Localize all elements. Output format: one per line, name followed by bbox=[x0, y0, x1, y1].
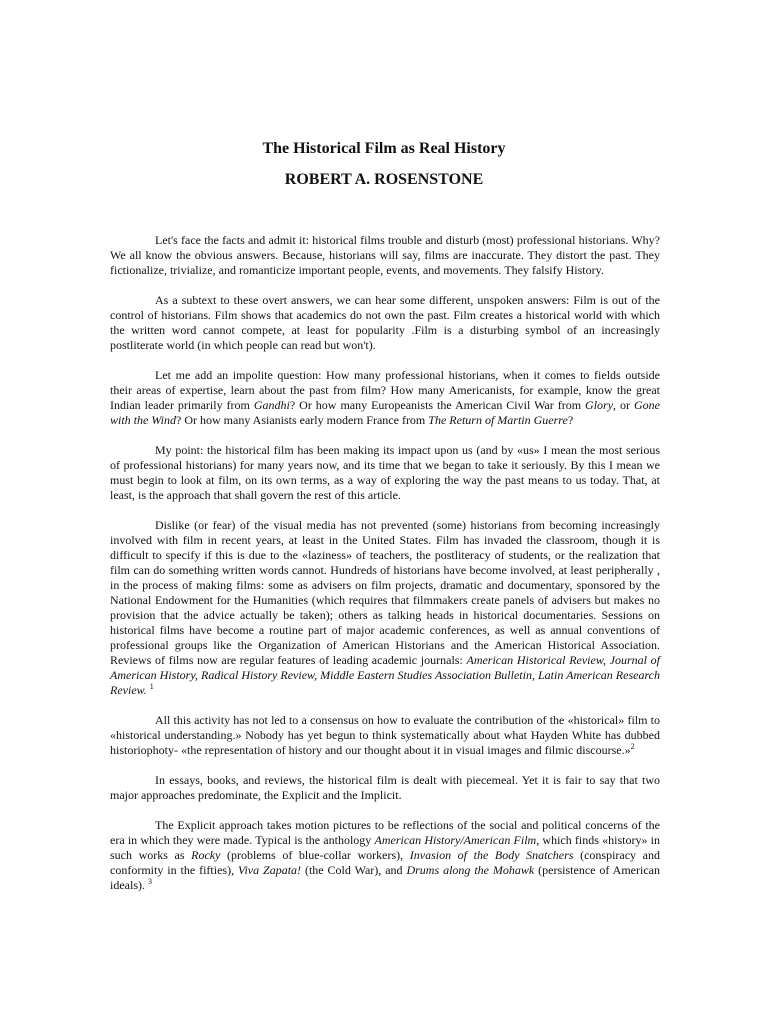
text-run: In essays, books, and reviews, the historical film is dealt with piecemeal. Yet it is fair to say that two major approaches predominate, the Explicit and the Implicit. bbox=[110, 773, 660, 802]
text-run: Let me add an impolite question: How many professional historians, when it comes to fields outside their areas of expertise, learn about the past from film? How many Americanists, for example, know the great Indian leader primarily from bbox=[110, 368, 660, 412]
text-run: (conspiracy and conformity in the fifties), bbox=[110, 848, 660, 877]
text-run: The Explicit approach takes motion pictures to be reflections of the social and political concerns of the era in which they were made. Typical is the anthology bbox=[110, 818, 660, 847]
paragraph bbox=[110, 443, 660, 503]
article-title: The Historical Film as Real History bbox=[262, 140, 506, 157]
text-run: ? Or how many Europeanists the American Civil War from bbox=[289, 398, 586, 412]
italic-title: Drums along the Mohawk bbox=[406, 863, 535, 877]
italic-title: American History/American Film bbox=[374, 833, 537, 847]
text-run: Dislike (or fear) of the visual media has not prevented (some) historians from becoming increasingly involved with film in recent years, at least in the United States. Film has invaded the classroom, though it is difficult to specify if this is due to the «laziness» of teachers, the postliteracy of students, or the realization that film can do something written words cannot. Hundreds of historians have become involved, at least peripherally , in the process of making films: some as advisers on film projects, dramatic and documentary, sponsored by the National Endowment for the Humanities (which requires that filmmakers create panels of advisers but makes no provision that the advice actually be taken); others as talking heads in historical documentaries. Sessions on historical films have become a routine part of major academic conferences, as well as annual conventions of professional groups like the Organization of American Historians and the American Historical Association. Reviews of films now are regular features of leading academic journals: bbox=[110, 518, 660, 667]
text-run: (problems of blue-collar workers), bbox=[220, 848, 410, 862]
italic-title: The Return of Martin Guerre bbox=[428, 413, 568, 427]
footnote-marker: 2 bbox=[630, 742, 635, 751]
italic-title: Viva Zapata! bbox=[238, 863, 302, 877]
paragraph bbox=[110, 518, 660, 698]
text-run: ? Or how many Asianists early modern France from bbox=[176, 413, 429, 427]
text-run: ? bbox=[567, 413, 574, 427]
text-run: All this activity has not led to a consensus on how to evaluate the contribution of the «historical» film to «historical understanding.» Nobody has yet begun to think systematically about what Hayden White has dubbed historiophoty- «the representation of history and our thought about it in visual images and filmic discourse.» bbox=[110, 713, 660, 757]
text-run: , or bbox=[613, 398, 634, 412]
footnote-marker: 1 bbox=[149, 682, 154, 691]
paragraph bbox=[110, 233, 660, 278]
text-run: Let's face the facts and admit it: historical films trouble and disturb (most) professional historians. Why? We all know the obvious answers. Because, historians will say, films are inaccurate. They distort the past. They fictionalize, trivialize, and romanticize important people, events, and movements. They falsify History. bbox=[110, 233, 660, 277]
text-run: As a subtext to these overt answers, we can hear some different, unspoken answers: Film is out of the control of historians. Film shows that academics do not own the past. Film creates a historical world with which the written word cannot compete, at least for popularity .Film is a disturbing symbol of an increasingly postliterate world (in which people can read but won't). bbox=[110, 293, 660, 352]
italic-title: Gandhi bbox=[253, 398, 290, 412]
paragraph bbox=[110, 818, 660, 893]
italic-title: Invasion of the Body Snatchers bbox=[409, 848, 574, 862]
text-run: (persistence of American ideals). bbox=[110, 863, 660, 892]
text-run: (the Cold War), and bbox=[301, 863, 407, 877]
italic-title: Glory bbox=[585, 398, 614, 412]
text-run: , which finds «history» in such works as bbox=[110, 833, 660, 862]
text-run: My point: the historical film has been making its impact upon us (and by «us» I mean the most serious of professional historians) for many years now, and its time that we began to take it seriously. By this I mean we must begin to look at film, on its own terms, as a way of exploring the way the past means to us today. That, at least, is the approach that shall govern the rest of this article. bbox=[110, 443, 660, 502]
footnote-marker: 3 bbox=[148, 877, 152, 886]
italic-title: Rocky bbox=[191, 848, 221, 862]
article-body bbox=[110, 233, 660, 908]
italic-title: American Historical Review, Journal of American History, Radical History Review, Middle Eastern Studies Association Bulletin, Latin American Research Review. bbox=[110, 653, 660, 697]
paragraph bbox=[110, 368, 660, 428]
italic-title: Gone with the Wind bbox=[110, 398, 660, 427]
paragraph bbox=[110, 713, 660, 758]
article-author: ROBERT A. ROSENSTONE bbox=[284, 171, 484, 188]
paragraph bbox=[110, 293, 660, 353]
paragraph bbox=[110, 773, 660, 803]
